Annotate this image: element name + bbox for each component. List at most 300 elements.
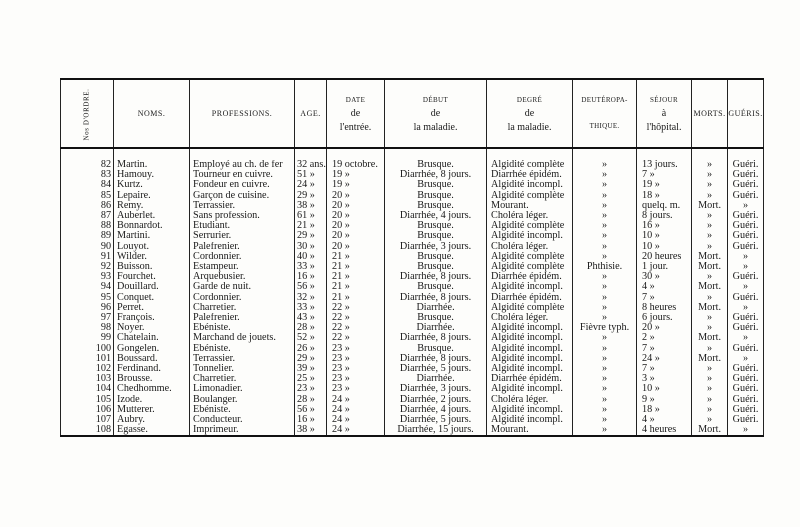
onset-cell: Diarrhée, 8 jours. [385,293,487,303]
profession-cell: Cordonnier. [190,293,295,303]
deaths-cell: » [692,415,728,425]
stay-cell: 13 jours. [637,160,692,170]
table-row [61,395,764,405]
profession-cell: Boulanger. [190,395,295,405]
severity-cell: Mourant. [487,425,573,436]
onset-cell: Diarrhée, 5 jours. [385,415,487,425]
deaths-cell: Mort. [692,354,728,364]
profession-cell: Fondeur en cuivre. [190,180,295,190]
profession-cell: Ebéniste. [190,344,295,354]
header-deuteropathique [573,79,637,148]
order-number-cell: 99 [61,333,114,343]
severity-cell: Algidité incompl. [487,364,573,374]
deuteropathic-cell: » [573,313,637,323]
profession-cell: Terrassier. [190,201,295,211]
stay-cell: 1 jour. [637,262,692,272]
deaths-cell: » [692,170,728,180]
onset-cell: Diarrhée, 3 jours. [385,384,487,394]
name-cell: Brousse. [114,374,190,384]
age-cell: 29 » [295,191,327,201]
order-number-cell: 107 [61,415,114,425]
header-sejour-l3: l'hôpital. [646,121,682,133]
stay-cell: 4 » [637,415,692,425]
name-cell: Kurtz. [114,180,190,190]
cured-cell: Guéri. [728,313,764,323]
onset-cell: Diarrhée, 4 jours. [385,405,487,415]
stay-cell: 8 jours. [637,211,692,221]
header-name: NOMS. [114,79,190,148]
stay-cell: 7 » [637,293,692,303]
stay-cell: 8 heures [637,303,692,313]
age-cell: 52 » [295,333,327,343]
severity-cell: Algidité incompl. [487,333,573,343]
spacer-cell [692,148,728,160]
entry-date-cell: 21 » [327,262,385,272]
cured-cell: » [728,303,764,313]
deaths-cell: » [692,395,728,405]
cured-cell: Guéri. [728,242,764,252]
severity-cell: Diarrhée épidém. [487,272,573,282]
onset-cell: Diarrhée, 4 jours. [385,211,487,221]
deaths-cell: » [692,384,728,394]
stay-cell: 7 » [637,364,692,374]
table-row [61,293,764,303]
name-cell: Perret. [114,303,190,313]
onset-cell: Diarrhée. [385,374,487,384]
severity-cell: Algidité incompl. [487,282,573,292]
order-number-cell: 86 [61,201,114,211]
table-row [61,242,764,252]
onset-cell: Diarrhée, 8 jours. [385,333,487,343]
entry-date-cell: 20 » [327,211,385,221]
stay-cell: 10 » [637,231,692,241]
header-profession: PROFESSIONS. [190,79,295,148]
onset-cell: Brusque. [385,252,487,262]
profession-cell: Palefrenier. [190,242,295,252]
onset-cell: Brusque. [385,313,487,323]
name-cell: Hamouy. [114,170,190,180]
deaths-cell: » [692,344,728,354]
severity-cell: Algidité incompl. [487,384,573,394]
header-num-label: Nos D'ORDRE. [82,87,91,141]
name-cell: Aubry. [114,415,190,425]
header-date-l3: l'entrée. [339,121,372,133]
entry-date-cell: 20 » [327,201,385,211]
profession-cell: Imprimeur. [190,425,295,436]
age-cell: 43 » [295,313,327,323]
severity-cell: Algidité complète [487,191,573,201]
name-cell: Martin. [114,160,190,170]
age-cell: 21 » [295,221,327,231]
age-cell: 30 » [295,242,327,252]
order-number-cell: 100 [61,344,114,354]
stay-cell: 6 jours. [637,313,692,323]
severity-cell: Choléra léger. [487,313,573,323]
name-cell: Louyot. [114,242,190,252]
stay-cell: quelq. m. [637,201,692,211]
deaths-cell: » [692,180,728,190]
table-row [61,170,764,180]
order-number-cell: 104 [61,384,114,394]
deaths-cell: » [692,242,728,252]
deuteropathic-cell: » [573,282,637,292]
table-row [61,344,764,354]
entry-date-cell: 22 » [327,323,385,333]
table-row [61,201,764,211]
stay-cell: 18 » [637,405,692,415]
age-cell: 28 » [295,395,327,405]
entry-date-cell: 20 » [327,191,385,201]
spacer-cell [114,148,190,160]
deuteropathic-cell: » [573,272,637,282]
entry-date-cell: 22 » [327,303,385,313]
header-debut [385,79,487,148]
age-cell: 16 » [295,415,327,425]
stay-cell: 24 » [637,354,692,364]
entry-date-cell: 23 » [327,364,385,374]
entry-date-cell: 23 » [327,344,385,354]
cured-cell: Guéri. [728,231,764,241]
onset-cell: Brusque. [385,180,487,190]
table-row [61,160,764,170]
spacer-cell [728,148,764,160]
deaths-cell: Mort. [692,252,728,262]
header-debut-l2: de [430,107,441,119]
onset-cell: Diarrhée. [385,303,487,313]
profession-cell: Tourneur en cuivre. [190,170,295,180]
table-row [61,425,764,436]
entry-date-cell: 19 octobre. [327,160,385,170]
name-cell: Martini. [114,231,190,241]
spacer-row [61,148,764,160]
age-cell: 29 » [295,354,327,364]
entry-date-cell: 23 » [327,384,385,394]
table-row [61,262,764,272]
spacer-cell [487,148,573,160]
cured-cell: » [728,201,764,211]
severity-cell: Choléra léger. [487,211,573,221]
name-cell: Chedhomme. [114,384,190,394]
stay-cell: 16 » [637,221,692,231]
severity-cell: Algidité incompl. [487,405,573,415]
deuteropathic-cell: » [573,201,637,211]
entry-date-cell: 24 » [327,405,385,415]
table-row [61,354,764,364]
order-number-cell: 92 [61,262,114,272]
severity-cell: Algidité complète [487,252,573,262]
onset-cell: Diarrhée, 3 jours. [385,242,487,252]
header-morts: MORTS. [692,79,728,148]
age-cell: 51 » [295,170,327,180]
deaths-cell: » [692,313,728,323]
entry-date-cell: 21 » [327,252,385,262]
age-cell: 39 » [295,364,327,374]
deuteropathic-cell: » [573,160,637,170]
entry-date-cell: 21 » [327,282,385,292]
order-number-cell: 103 [61,374,114,384]
name-cell: Noyer. [114,323,190,333]
order-number-cell: 88 [61,221,114,231]
table-row [61,211,764,221]
deuteropathic-cell: » [573,395,637,405]
deuteropathic-cell: » [573,333,637,343]
onset-cell: Brusque. [385,262,487,272]
stay-cell: 9 » [637,395,692,405]
deuteropathic-cell: » [573,354,637,364]
deuteropathic-cell: » [573,405,637,415]
name-cell: Izode. [114,395,190,405]
deuteropathic-cell: » [573,191,637,201]
deuteropathic-cell: » [573,344,637,354]
table-row [61,272,764,282]
profession-cell: Charretier. [190,374,295,384]
age-cell: 25 » [295,374,327,384]
deuteropathic-cell: » [573,384,637,394]
patient-ledger-table [60,78,764,437]
stay-cell: 7 » [637,344,692,354]
age-cell: 33 » [295,262,327,272]
stay-cell: 19 » [637,180,692,190]
severity-cell: Algidité incompl. [487,323,573,333]
age-cell: 56 » [295,405,327,415]
order-number-cell: 106 [61,405,114,415]
onset-cell: Brusque. [385,191,487,201]
deuteropathic-cell: » [573,425,637,436]
deuteropathic-cell: » [573,180,637,190]
profession-cell: Garde de nuit. [190,282,295,292]
name-cell: Egasse. [114,425,190,436]
deaths-cell: Mort. [692,333,728,343]
stay-cell: 4 » [637,282,692,292]
onset-cell: Brusque. [385,344,487,354]
severity-cell: Diarrhée épidém. [487,170,573,180]
order-number-cell: 84 [61,180,114,190]
name-cell: Gongelen. [114,344,190,354]
severity-cell: Diarrhée épidém. [487,374,573,384]
order-number-cell: 93 [61,272,114,282]
spacer-cell [385,148,487,160]
profession-cell: Palefrenier. [190,313,295,323]
profession-cell: Serrurier. [190,231,295,241]
entry-date-cell: 20 » [327,231,385,241]
cured-cell: Guéri. [728,211,764,221]
table-row [61,191,764,201]
deaths-cell: » [692,374,728,384]
onset-cell: Diarrhée, 8 jours. [385,272,487,282]
profession-cell: Limonadier. [190,384,295,394]
name-cell: Lepaire. [114,191,190,201]
name-cell: Wilder. [114,252,190,262]
cured-cell: Guéri. [728,323,764,333]
severity-cell: Algidité incompl. [487,344,573,354]
table-row [61,384,764,394]
entry-date-cell: 24 » [327,415,385,425]
deuteropathic-cell: » [573,242,637,252]
table-row [61,415,764,425]
profession-cell: Ebéniste. [190,405,295,415]
severity-cell: Algidité incompl. [487,180,573,190]
profession-cell: Tonnelier. [190,364,295,374]
severity-cell: Algidité complète [487,303,573,313]
name-cell: Auberlet. [114,211,190,221]
table-row [61,313,764,323]
cured-cell: Guéri. [728,293,764,303]
deaths-cell: » [692,364,728,374]
table-row [61,303,764,313]
entry-date-cell: 23 » [327,354,385,364]
deaths-cell: Mort. [692,303,728,313]
table-row [61,221,764,231]
onset-cell: Diarrhée, 15 jours. [385,425,487,436]
profession-cell: Terrassier. [190,354,295,364]
header-date-l1: DATE [345,95,366,104]
entry-date-cell: 20 » [327,242,385,252]
stay-cell: 2 » [637,333,692,343]
order-number-cell: 97 [61,313,114,323]
cured-cell: Guéri. [728,180,764,190]
order-number-cell: 83 [61,170,114,180]
order-number-cell: 87 [61,211,114,221]
age-cell: 23 » [295,384,327,394]
age-cell: 38 » [295,425,327,436]
spacer-cell [637,148,692,160]
severity-cell: Algidité complète [487,221,573,231]
name-cell: Douillard. [114,282,190,292]
deaths-cell: » [692,272,728,282]
profession-cell: Arquebusier. [190,272,295,282]
name-cell: Chatelain. [114,333,190,343]
entry-date-cell: 22 » [327,333,385,343]
deaths-cell: » [692,405,728,415]
age-cell: 33 » [295,303,327,313]
cured-cell: Guéri. [728,344,764,354]
name-cell: Remy. [114,201,190,211]
table-row [61,252,764,262]
spacer-cell [573,148,637,160]
deaths-cell: » [692,191,728,201]
age-cell: 28 » [295,323,327,333]
spacer-cell [295,148,327,160]
entry-date-cell: 21 » [327,272,385,282]
deuteropathic-cell: » [573,374,637,384]
header-sejour [637,79,692,148]
cured-cell: Guéri. [728,364,764,374]
age-cell: 32 » [295,293,327,303]
header-degre-l2: de [524,107,535,119]
cured-cell: Guéri. [728,395,764,405]
order-number-cell: 94 [61,282,114,292]
deuteropathic-cell: » [573,231,637,241]
cured-cell: Guéri. [728,405,764,415]
deaths-cell: Mort. [692,282,728,292]
table-header [61,79,764,148]
header-debut-l3: la maladie. [413,121,458,133]
stay-cell: 10 » [637,242,692,252]
profession-cell: Ebéniste. [190,323,295,333]
deuteropathic-cell: » [573,303,637,313]
profession-cell: Employé au ch. de fer [190,160,295,170]
order-number-cell: 85 [61,191,114,201]
profession-cell: Marchand de jouets. [190,333,295,343]
deuteropathic-cell: » [573,415,637,425]
table-body [61,148,764,436]
deuteropathic-cell: » [573,293,637,303]
severity-cell: Mourant. [487,201,573,211]
severity-cell: Algidité complète [487,160,573,170]
cured-cell: Guéri. [728,415,764,425]
profession-cell: Etudiant. [190,221,295,231]
name-cell: Ferdinand. [114,364,190,374]
onset-cell: Diarrhée. [385,323,487,333]
table-row [61,333,764,343]
deuteropathic-cell: » [573,252,637,262]
age-cell: 38 » [295,201,327,211]
entry-date-cell: 24 » [327,425,385,436]
cured-cell: Guéri. [728,272,764,282]
name-cell: Buisson. [114,262,190,272]
cured-cell: » [728,333,764,343]
severity-cell: Algidité incompl. [487,354,573,364]
profession-cell: Conducteur. [190,415,295,425]
profession-cell: Garçon de cuisine. [190,191,295,201]
profession-cell: Estampeur. [190,262,295,272]
spacer-cell [190,148,295,160]
stay-cell: 20 heures [637,252,692,262]
deuteropathic-cell: » [573,211,637,221]
header-degre [487,79,573,148]
stay-cell: 7 » [637,170,692,180]
header-debut-l1: DÉBUT [422,95,449,104]
age-cell: 29 » [295,231,327,241]
order-number-cell: 102 [61,364,114,374]
profession-cell: Cordonnier. [190,252,295,262]
header-sejour-l1: SÉJOUR [649,95,679,104]
age-cell: 16 » [295,272,327,282]
header-num [61,79,114,148]
name-cell: François. [114,313,190,323]
deuteropathic-cell: Fièvre typh. [573,323,637,333]
deaths-cell: » [692,293,728,303]
header-age: AGE. [295,79,327,148]
onset-cell: Brusque. [385,201,487,211]
cured-cell: » [728,425,764,436]
spacer-cell [327,148,385,160]
header-deut-l1: DEUTÉROPA- [581,96,628,104]
age-cell: 26 » [295,344,327,354]
severity-cell: Choléra léger. [487,242,573,252]
table-row [61,323,764,333]
order-number-cell: 95 [61,293,114,303]
cured-cell: Guéri. [728,191,764,201]
cured-cell: » [728,262,764,272]
header-degre-l1: DEGRÉ [516,95,543,104]
table-row [61,180,764,190]
deaths-cell: » [692,323,728,333]
order-number-cell: 108 [61,425,114,436]
order-number-cell: 105 [61,395,114,405]
cured-cell: Guéri. [728,374,764,384]
stay-cell: 4 heures [637,425,692,436]
spacer-cell [61,148,114,160]
header-deut-l2: THIQUE. [589,122,620,130]
entry-date-cell: 19 » [327,170,385,180]
table-row [61,282,764,292]
entry-date-cell: 23 » [327,374,385,384]
cured-cell: » [728,282,764,292]
deaths-cell: Mort. [692,262,728,272]
stay-cell: 30 » [637,272,692,282]
order-number-cell: 82 [61,160,114,170]
